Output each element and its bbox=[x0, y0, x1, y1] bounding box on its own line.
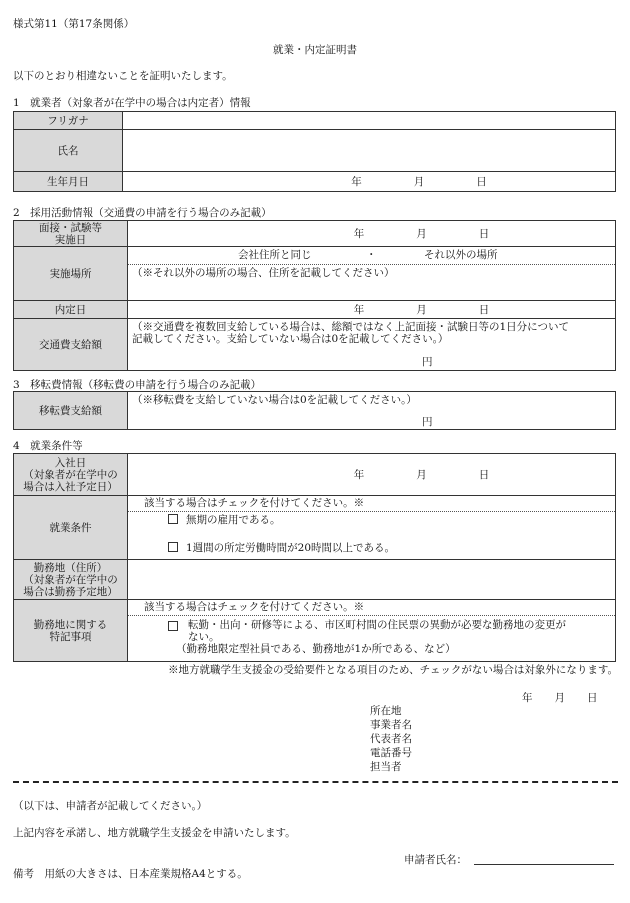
start-date-label: 入社日 （対象者が在学中の 場合は入社予定日） bbox=[14, 454, 128, 496]
relocation-note: （※移転費を支給していない場合は0を記載してください。） bbox=[132, 394, 417, 406]
checkbox-1[interactable] bbox=[168, 514, 178, 524]
page-title: 就業・内定証明書 bbox=[273, 44, 357, 56]
employer-block bbox=[370, 704, 412, 774]
employer-contact-label: 担当者 bbox=[370, 761, 402, 773]
birthdate-field[interactable]: 年 月 日 bbox=[123, 172, 616, 192]
applicant-name-label: 申請者氏名： bbox=[404, 854, 467, 866]
issue-date: 年 月 日 bbox=[522, 692, 598, 704]
condition-1[interactable]: 無期の雇用である。 bbox=[128, 514, 615, 526]
consent-text: 上記内容を承諾し、地方就職学生支援金を申請いたします。 bbox=[13, 827, 296, 839]
employer-rep-label: 代表者名 bbox=[370, 733, 412, 745]
birthdate-label: 生年月日 bbox=[14, 172, 123, 192]
employer-address-label: 所在地 bbox=[370, 705, 402, 717]
section4-table bbox=[13, 453, 616, 662]
remarks: 備考 用紙の大きさは、日本産業規格A4とする。 bbox=[13, 868, 248, 880]
venue-note: （※それ以外の場所の場合、住所を記載してください） bbox=[132, 267, 395, 279]
section2-table bbox=[13, 220, 616, 371]
travel-cost-field[interactable] bbox=[128, 319, 616, 371]
relocation-field[interactable] bbox=[128, 392, 616, 430]
name-field[interactable] bbox=[123, 130, 616, 172]
travel-yen: 円 bbox=[422, 356, 433, 368]
special-notes-label: 勤務地に関する 特記事項 bbox=[14, 600, 128, 662]
applicant-note: （以下は、申請者が記載してください。） bbox=[13, 800, 208, 812]
interview-date-label: 面接・試験等 実施日 bbox=[14, 221, 128, 247]
venue-label: 実施場所 bbox=[14, 247, 128, 301]
travel-note-line2: 記載してください。支給していない場合は0を記載してください。） bbox=[132, 333, 449, 345]
special-notes-field bbox=[128, 600, 616, 662]
conditions-field bbox=[128, 496, 616, 560]
employer-phone-label: 電話番号 bbox=[370, 747, 412, 759]
special-condition-1[interactable]: 転勤・出向・研修等による、市区町村間の住民票の異動が必要な勤務地の変更が ない。 （勤務地限定型社員である、勤務地が1か所である、など） bbox=[128, 619, 615, 655]
section4-heading: 4 就業条件等 bbox=[13, 440, 83, 452]
applicant-name-field[interactable] bbox=[474, 864, 614, 865]
intro-text: 以下のとおり相違ないことを証明いたします。 bbox=[13, 70, 233, 82]
furigana-field[interactable] bbox=[123, 112, 616, 130]
venue-option-other[interactable]: それ以外の場所 bbox=[424, 249, 498, 261]
conditions-label: 就業条件 bbox=[14, 496, 128, 560]
furigana-label: フリガナ bbox=[14, 112, 123, 130]
section3-heading: 3 移転費情報（移転費の申請を行う場合のみ記載） bbox=[13, 379, 262, 391]
section3-table bbox=[13, 391, 616, 430]
travel-note-line1: （※交通費を複数回支給している場合は、総額ではなく上記面接・試験日等の1日分について bbox=[132, 321, 569, 333]
interview-date-field[interactable]: 年 月 日 bbox=[128, 221, 616, 247]
relocation-yen: 円 bbox=[422, 416, 433, 428]
start-date-field[interactable]: 年 月 日 bbox=[128, 454, 616, 496]
travel-cost-label: 交通費支給額 bbox=[14, 319, 128, 371]
name-label: 氏名 bbox=[14, 130, 123, 172]
relocation-label: 移転費支給額 bbox=[14, 392, 128, 430]
form-number: 様式第11（第17条関係） bbox=[13, 18, 135, 30]
work-location-field[interactable] bbox=[128, 560, 616, 600]
footnote: ※地方就職学生支援金の受給要件となる項目のため、チェックがない場合は対象外になります。 bbox=[168, 664, 618, 676]
checkbox-3[interactable] bbox=[168, 621, 178, 631]
venue-option-same[interactable]: 会社住所と同じ bbox=[238, 249, 312, 261]
venue-option-dot: ・ bbox=[366, 249, 377, 261]
section1-heading: 1 就業者（対象者が在学中の場合は内定者）情報 bbox=[13, 97, 251, 109]
checkbox-2[interactable] bbox=[168, 542, 178, 552]
offer-date-field[interactable]: 年 月 日 bbox=[128, 301, 616, 319]
conditions-instruction: 該当する場合はチェックを付けてください。※ bbox=[128, 496, 615, 512]
section2-heading: 2 採用活動情報（交通費の申請を行う場合のみ記載） bbox=[13, 207, 272, 219]
special-instruction: 該当する場合はチェックを付けてください。※ bbox=[128, 600, 615, 616]
work-location-label: 勤務地（住所） （対象者が在学中の 場合は勤務予定地） bbox=[14, 560, 128, 600]
venue-field[interactable] bbox=[128, 247, 616, 301]
cut-line bbox=[13, 781, 618, 783]
section1-table bbox=[13, 111, 616, 192]
condition-2[interactable]: 1週間の所定労働時間が20時間以上である。 bbox=[128, 542, 615, 554]
offer-date-label: 内定日 bbox=[14, 301, 128, 319]
employer-company-label: 事業者名 bbox=[370, 719, 412, 731]
